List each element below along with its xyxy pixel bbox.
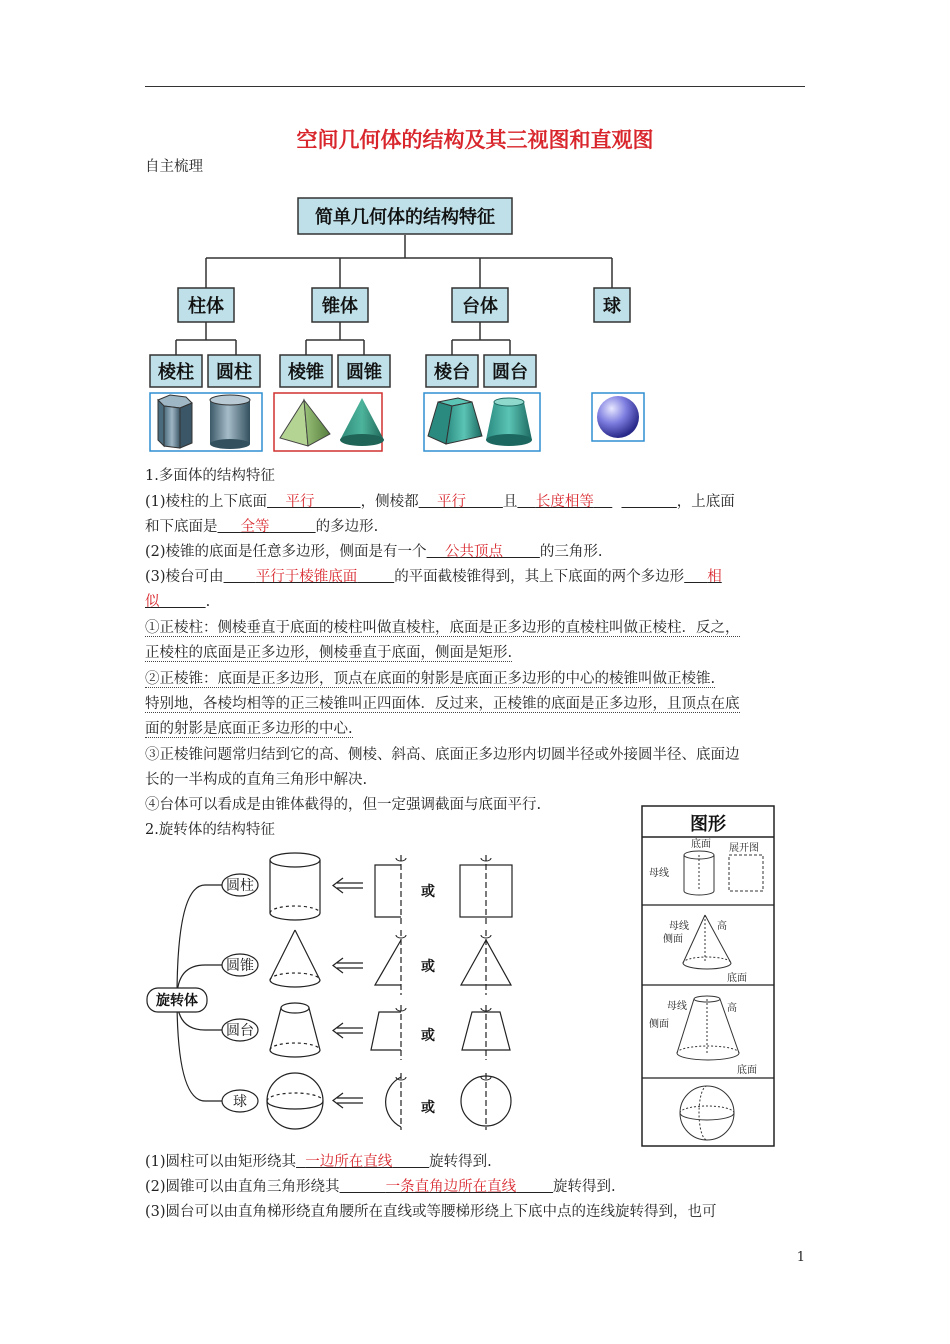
s3-line-2: (2)圆锥可以由直角三角形绕其 一条直角边所在直线 旋转得到. — [145, 1179, 616, 1195]
figure-table — [641, 805, 776, 1150]
structure-tree-diagram — [140, 190, 660, 455]
tree-root: 简单几何体的结构特征 — [315, 207, 495, 228]
tree-leaf-lengzhu: 棱柱 — [158, 362, 194, 383]
cylinder-icon — [210, 395, 250, 449]
frustum-cone-icon — [486, 398, 532, 446]
or-label-1: 或 — [421, 884, 435, 900]
tree-node-zhu: 柱体 — [188, 296, 224, 317]
s1-line-6: ①正棱柱：侧棱垂直于底面的棱柱叫做直棱柱，底面是正多边形的直棱柱叫做正棱柱．反之， — [145, 620, 740, 636]
s3-line-3: (3)圆台可以由直角梯形绕直角腰所在直线或等腰梯形绕上下底中点的连线旋转得到，也可 — [145, 1204, 717, 1220]
figure-table-header: 图形 — [690, 814, 726, 835]
cone-icon — [340, 398, 384, 446]
label-cone-base: 底面 — [727, 973, 747, 984]
or-label-4: 或 — [421, 1100, 435, 1116]
pyramid-icon — [280, 400, 330, 446]
rotation-item-sphere: 球 — [233, 1094, 247, 1110]
or-label-3: 或 — [421, 1028, 435, 1044]
s1-heading: 1.多面体的结构特征 — [145, 468, 275, 484]
s3-line-1: (1)圆柱可以由矩形绕其 一边所在直线 旋转得到. — [145, 1154, 492, 1170]
s1-line-1: (1)棱柱的上下底面 平行 ，侧棱都 平行 且 长度相等 ，上底面 — [145, 494, 735, 510]
rotation-item-cylinder: 圆柱 — [226, 878, 254, 894]
label-cone-side: 侧面 — [663, 934, 683, 945]
tree-node-zhui: 锥体 — [322, 296, 358, 317]
tree-leaf-lengzhui: 棱锥 — [288, 362, 324, 383]
label-cyl-unfold: 展开图 — [729, 843, 759, 854]
rotation-item-frustum: 圆台 — [226, 1023, 254, 1039]
s1-line-10: 面的射影是底面正多边形的中心. — [145, 721, 353, 737]
tree-leaf-yuantai: 圆台 — [492, 362, 528, 383]
header-rule — [145, 86, 805, 87]
s1-line-12: 长的一半构成的直角三角形中解决. — [145, 772, 368, 788]
page-number: 1 — [796, 1250, 805, 1265]
s2-heading: 2.旋转体的结构特征 — [145, 822, 275, 838]
s1-line-3: (2)棱锥的底面是任意多边形，侧面是有一个 公共顶点 的三角形. — [145, 544, 603, 560]
sphere-icon — [597, 396, 639, 438]
tree-node-qiu: 球 — [603, 296, 621, 317]
label-cyl-generatrix: 母线 — [649, 868, 669, 879]
s1-line-9: 特别地，各棱均相等的正三棱锥叫正四面体．反过来，正棱锥的底面是正多边形，且顶点在底 — [145, 696, 740, 712]
tree-leaf-yuanzhu: 圆柱 — [216, 362, 252, 383]
rotation-root-label: 旋转体 — [156, 993, 198, 1009]
label-cone-generatrix: 母线 — [669, 921, 689, 932]
s1-line-13: ④台体可以看成是由锥体截得的，但一定强调截面与底面平行. — [145, 797, 542, 813]
label-frustum-generatrix: 母线 — [667, 1001, 687, 1012]
s1-line-8: ②正棱锥：底面是正多边形，顶点在底面的射影是底面正多边形的中心的棱锥叫做正棱锥. — [145, 671, 716, 687]
tree-leaf-yuanzhui: 圆锥 — [346, 362, 382, 383]
label-cyl-bottom: 底面 — [691, 839, 711, 850]
label-frustum-base: 底面 — [737, 1065, 757, 1076]
label-cone-height: 高 — [717, 921, 727, 932]
s1-line-4: (3)棱台可由 平行于棱锥底面 的平面截棱锥得到，其上下底面的两个多边形 相 — [145, 569, 722, 585]
rotation-body-diagram — [145, 845, 545, 1145]
page-title: 空间几何体的结构及其三视图和直观图 — [296, 127, 654, 152]
s1-line-2: 和下底面是 全等 的多边形. — [145, 519, 379, 535]
s1-line-11: ③正棱锥问题常归结到它的高、侧棱、斜高、底面正多边形内切圆半径或外接圆半径、底面边 — [145, 747, 740, 763]
s1-line-7: 正棱柱的底面是正多边形，侧棱垂直于底面，侧面是矩形. — [145, 645, 513, 661]
rotation-item-cone: 圆锥 — [226, 958, 254, 974]
frustum-prism-icon — [428, 398, 482, 444]
s1-line-5: 似 . — [145, 594, 211, 610]
section-label: 自主梳理 — [145, 159, 203, 175]
or-label-2: 或 — [421, 959, 435, 975]
label-frustum-height: 高 — [727, 1003, 737, 1014]
label-frustum-side: 侧面 — [649, 1019, 669, 1030]
tree-node-tai: 台体 — [462, 296, 498, 317]
prism-icon — [158, 395, 192, 448]
tree-leaf-lengtai: 棱台 — [434, 362, 470, 383]
